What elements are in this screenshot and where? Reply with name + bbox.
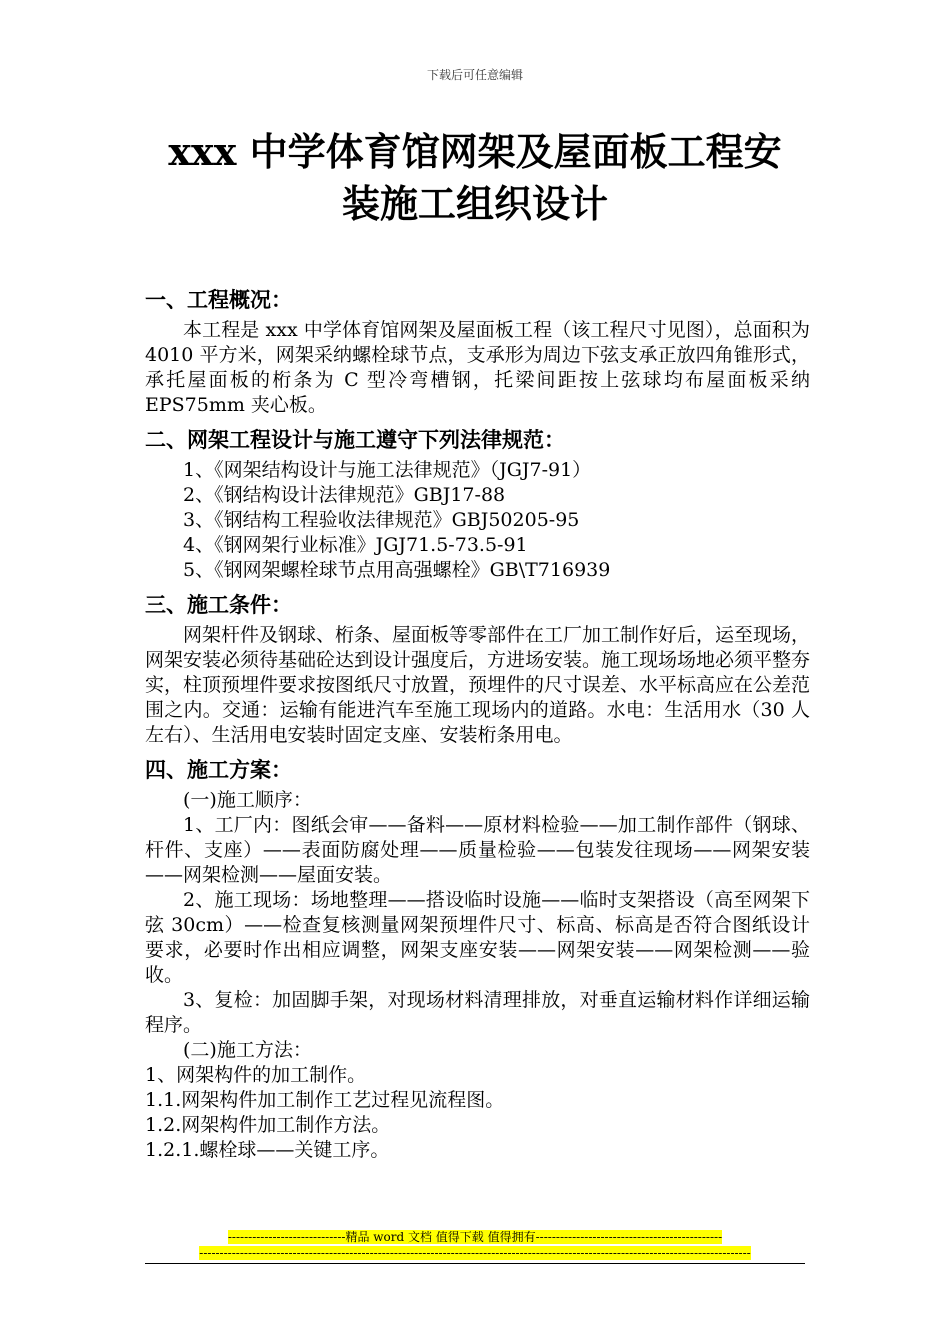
footer-note-line-2 [0, 1245, 950, 1261]
document-title [100, 126, 850, 230]
sequence-step-1: 1、工厂内：图纸会审——备料——原材料检验——加工制作部件（钢球、杆件、支座）——表面防腐处理——质量检验——包装发往现场——网架安装——网架检测——屋面安装。 [145, 814, 810, 886]
standard-item-1: 1、《网架结构设计与施工法律规范》（JGJ7-91） [183, 459, 592, 481]
section-2-heading: 二、网架工程设计与施工遵守下列法律规范： [145, 428, 565, 452]
title-line-1: xxx 中学体育馆网架及屋面板工程安 [168, 129, 782, 174]
document-body [145, 282, 810, 1163]
standard-item-2: 2、《钢结构设计法律规范》GBJ17-88 [183, 484, 506, 506]
section-3-heading: 三、施工条件： [145, 593, 292, 617]
section-1-paragraph: 本工程是 xxx 中学体育馆网架及屋面板工程（该工程尺寸见图），总面积为 4010 平方米，网架采纳螺栓球节点，支承形为周边下弦支承正放四角锥形式，承托屋面板的桁条为 C 型冷弯槽钢，托梁间距按上弦球均布屋面板采纳 EPS75mm 夹心板。 [145, 319, 810, 416]
footer-text-1: -----------------------------精品 word 文档 值得下载 值得拥有---------------------------------------------- [227, 1230, 723, 1244]
sequence-step-2: 2、施工现场：场地整理——搭设临时设施——临时支架搭设（高至网架下弦 30cm）——检查复核测量网架预埋件尺寸、标高、标高是否符合图纸设计要求，必要时作出相应调整，网架支座安装——网架安装——网架检测——验收。 [145, 889, 810, 986]
footer-text-2: ---------------------------------------------------------------------------------------------------------------------------------------- [199, 1246, 751, 1260]
footer-rule [145, 1263, 805, 1264]
sequence-title: (一)施工顺序： [183, 789, 312, 811]
footer-note-line-1 [0, 1229, 950, 1245]
page-header: 下载后可任意编辑 [426, 68, 523, 82]
standard-item-3: 3、《钢结构工程验收法律规范》GBJ50205-95 [183, 509, 580, 531]
section-3-paragraph: 网架杆件及钢球、桁条、屋面板等零部件在工厂加工制作好后，运至现场，网架安装必须待基础砼达到设计强度后，方进场安装。施工现场场地必须平整夯实，柱顶预埋件要求按图纸尺寸放置，预埋件的尺寸误差、水平标高应在公差范围之内。交通：运输有能进汽车至施工现场内的道路。水电：生活用水（30 人左右）、生活用电安装时固定支座、安装桁条用电。 [145, 624, 811, 746]
title-line-2: 装施工组织设计 [341, 181, 608, 226]
method-item-1-2: 1.2.网架构件加工制作方法。 [145, 1114, 391, 1136]
method-item-1: 1、网架构件的加工制作。 [145, 1064, 367, 1086]
standard-item-4: 4、《钢网架行业标准》JGJ71.5-73.5-91 [183, 534, 528, 556]
method-title: (二)施工方法： [183, 1039, 312, 1061]
method-item-1-2-1: 1.2.1.螺栓球——关键工序。 [145, 1139, 390, 1161]
method-item-1-1: 1.1.网架构件加工制作工艺过程见流程图。 [145, 1089, 505, 1111]
section-1-heading: 一、工程概况： [145, 288, 292, 312]
section-4-heading: 四、施工方案： [145, 758, 292, 782]
standard-item-5: 5、《钢网架螺栓球节点用高强螺栓》GB\T716939 [183, 559, 611, 581]
sequence-step-3: 3、复检：加固脚手架，对现场材料清理排放，对垂直运输材料作详细运输程序。 [145, 989, 810, 1036]
